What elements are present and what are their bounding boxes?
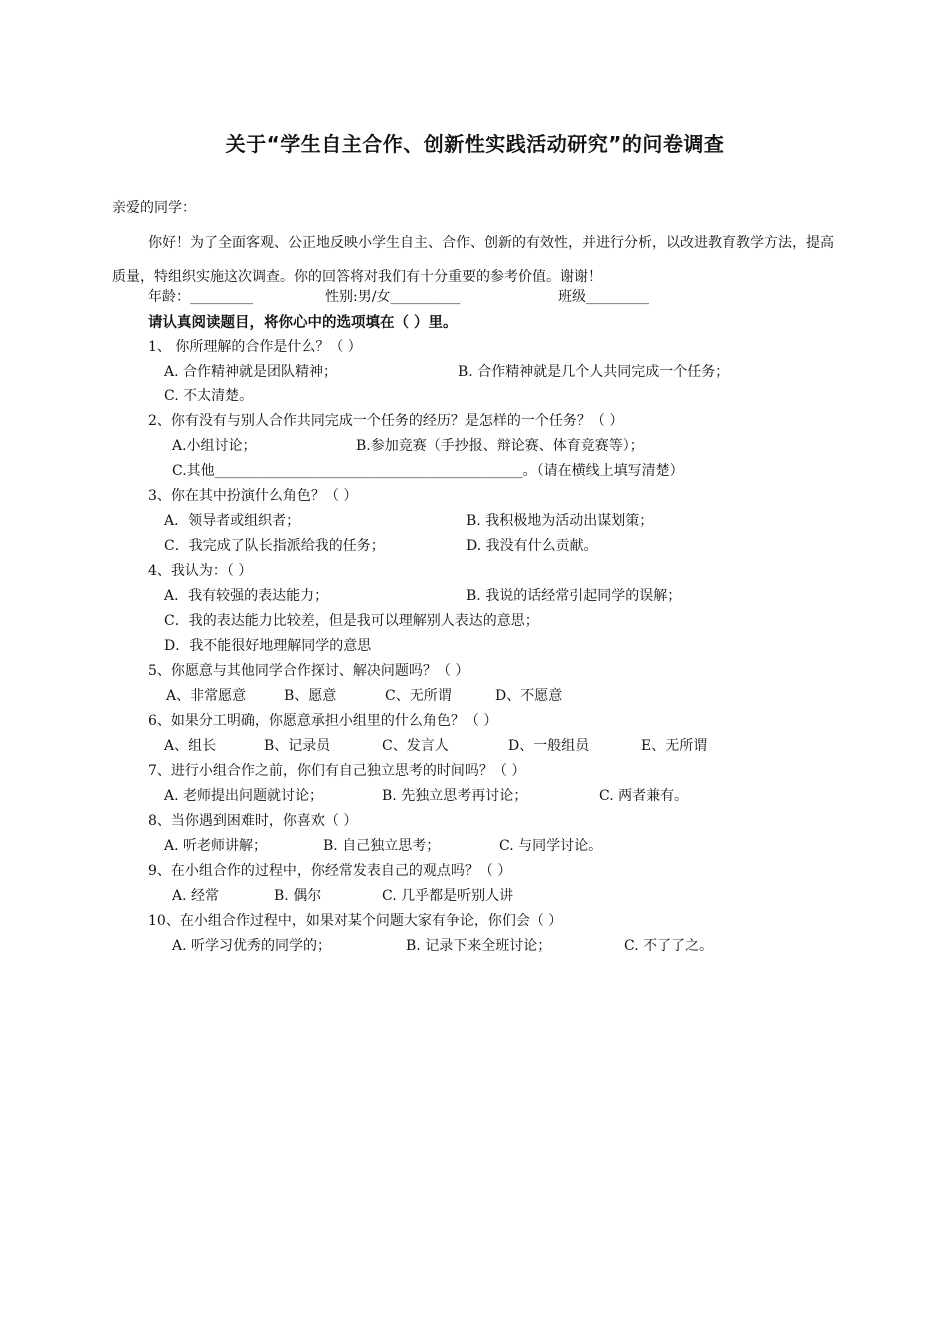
q6-option-d[interactable]: D、一般组员: [508, 738, 590, 754]
q6-option-b[interactable]: B、记录员: [264, 738, 331, 754]
q8-option-b[interactable]: B. 自己独立思考；: [323, 838, 441, 854]
gender-field[interactable]: 性别:男/女__________: [325, 289, 461, 305]
question-10: 10、在小组合作过程中，如果对某个问题大家有争论，你们会（ ）: [148, 913, 563, 929]
q7-option-c[interactable]: C. 两者兼有。: [599, 788, 689, 804]
q4-option-d[interactable]: D．我不能很好地理解同学的意思: [164, 638, 372, 654]
question-3: 3、你在其中扮演什么角色？（ ）: [148, 488, 358, 504]
question-1: 1、 你所理解的合作是什么？（ ）: [148, 339, 362, 355]
intro-paragraph: 你好！为了全面客观、公正地反映小学生自主、合作、创新的有效性，并进行分析，以改进教育教学方法，提高质量，特组织实施这次调查。你的回答将对我们有十分重要的参考价值。谢谢！: [112, 235, 834, 285]
question-5: 5、你愿意与其他同学合作探讨、解决问题吗？（ ）: [148, 663, 470, 679]
q6-option-c[interactable]: C、发言人: [382, 738, 449, 754]
q9-option-c[interactable]: C. 几乎都是听别人讲: [382, 888, 514, 904]
q1-option-a[interactable]: A. 合作精神就是团队精神；: [164, 364, 338, 380]
q4-option-b[interactable]: B. 我说的话经常引起同学的误解；: [466, 588, 682, 604]
q7-option-b[interactable]: B. 先独立思考再讨论；: [382, 788, 528, 804]
q1-option-c[interactable]: C. 不太清楚。: [164, 388, 254, 404]
q4-option-a[interactable]: A．我有较强的表达能力；: [164, 588, 329, 604]
class-field[interactable]: 班级_________: [558, 289, 649, 305]
q5-option-b[interactable]: B、愿意: [284, 688, 337, 704]
greeting: 亲爱的同学：: [112, 200, 196, 216]
page-title: 关于“学生自主合作、创新性实践活动研究”的问卷调查: [225, 132, 725, 156]
q2-option-c[interactable]: C.其他____________________________________________。（请在横线上填写清楚）: [172, 463, 684, 479]
q7-option-a[interactable]: A. 老师提出问题就讨论；: [164, 788, 324, 804]
q4-option-c[interactable]: C．我的表达能力比较差，但是我可以理解别人表达的意思；: [164, 613, 539, 629]
question-7: 7、进行小组合作之前，你们有自己独立思考的时间吗？（ ）: [148, 763, 526, 779]
q6-option-a[interactable]: A、组长: [164, 738, 217, 754]
q1-option-b[interactable]: B. 合作精神就是几个人共同完成一个任务；: [458, 364, 730, 380]
q8-option-a[interactable]: A. 听老师讲解；: [164, 838, 268, 854]
q5-option-a[interactable]: A、非常愿意: [166, 688, 247, 704]
q8-option-c[interactable]: C. 与同学讨论。: [499, 838, 603, 854]
q3-option-c[interactable]: C．我完成了队长指派给我的任务；: [164, 538, 385, 554]
instruction: 请认真阅读题目，将你心中的选项填在（ ）里。: [148, 315, 458, 331]
question-2: 2、你有没有与别人合作共同完成一个任务的经历？是怎样的一个任务？（ ）: [148, 413, 624, 429]
q10-option-a[interactable]: A. 听学习优秀的同学的；: [172, 938, 332, 954]
q9-option-a[interactable]: A. 经常: [172, 888, 220, 904]
question-8: 8、当你遇到困难时，你喜欢（ ）: [148, 813, 358, 829]
q2-option-a[interactable]: A.小组讨论；: [172, 438, 257, 454]
q2-option-b[interactable]: B.参加竞赛（手抄报、辩论赛、体育竞赛等）；: [356, 438, 644, 454]
q10-option-b[interactable]: B. 记录下来全班讨论；: [406, 938, 552, 954]
q3-option-b[interactable]: B. 我积极地为活动出谋划策；: [466, 513, 654, 529]
question-9: 9、在小组合作的过程中，你经常发表自己的观点吗？（ ）: [148, 863, 512, 879]
q6-option-e[interactable]: E、无所谓: [641, 738, 708, 754]
q9-option-b[interactable]: B. 偶尔: [274, 888, 322, 904]
q10-option-c[interactable]: C. 不了了之。: [624, 938, 714, 954]
question-6: 6、如果分工明确，你愿意承担小组里的什么角色？（ ）: [148, 713, 498, 729]
q3-option-a[interactable]: A．领导者或组织者；: [164, 513, 301, 529]
q5-option-d[interactable]: D、不愿意: [495, 688, 563, 704]
question-4: 4、我认为：（ ）: [148, 563, 253, 579]
age-field[interactable]: 年龄：_________: [148, 289, 253, 305]
q5-option-c[interactable]: C、无所谓: [385, 688, 452, 704]
q3-option-d[interactable]: D. 我没有什么贡献。: [466, 538, 598, 554]
